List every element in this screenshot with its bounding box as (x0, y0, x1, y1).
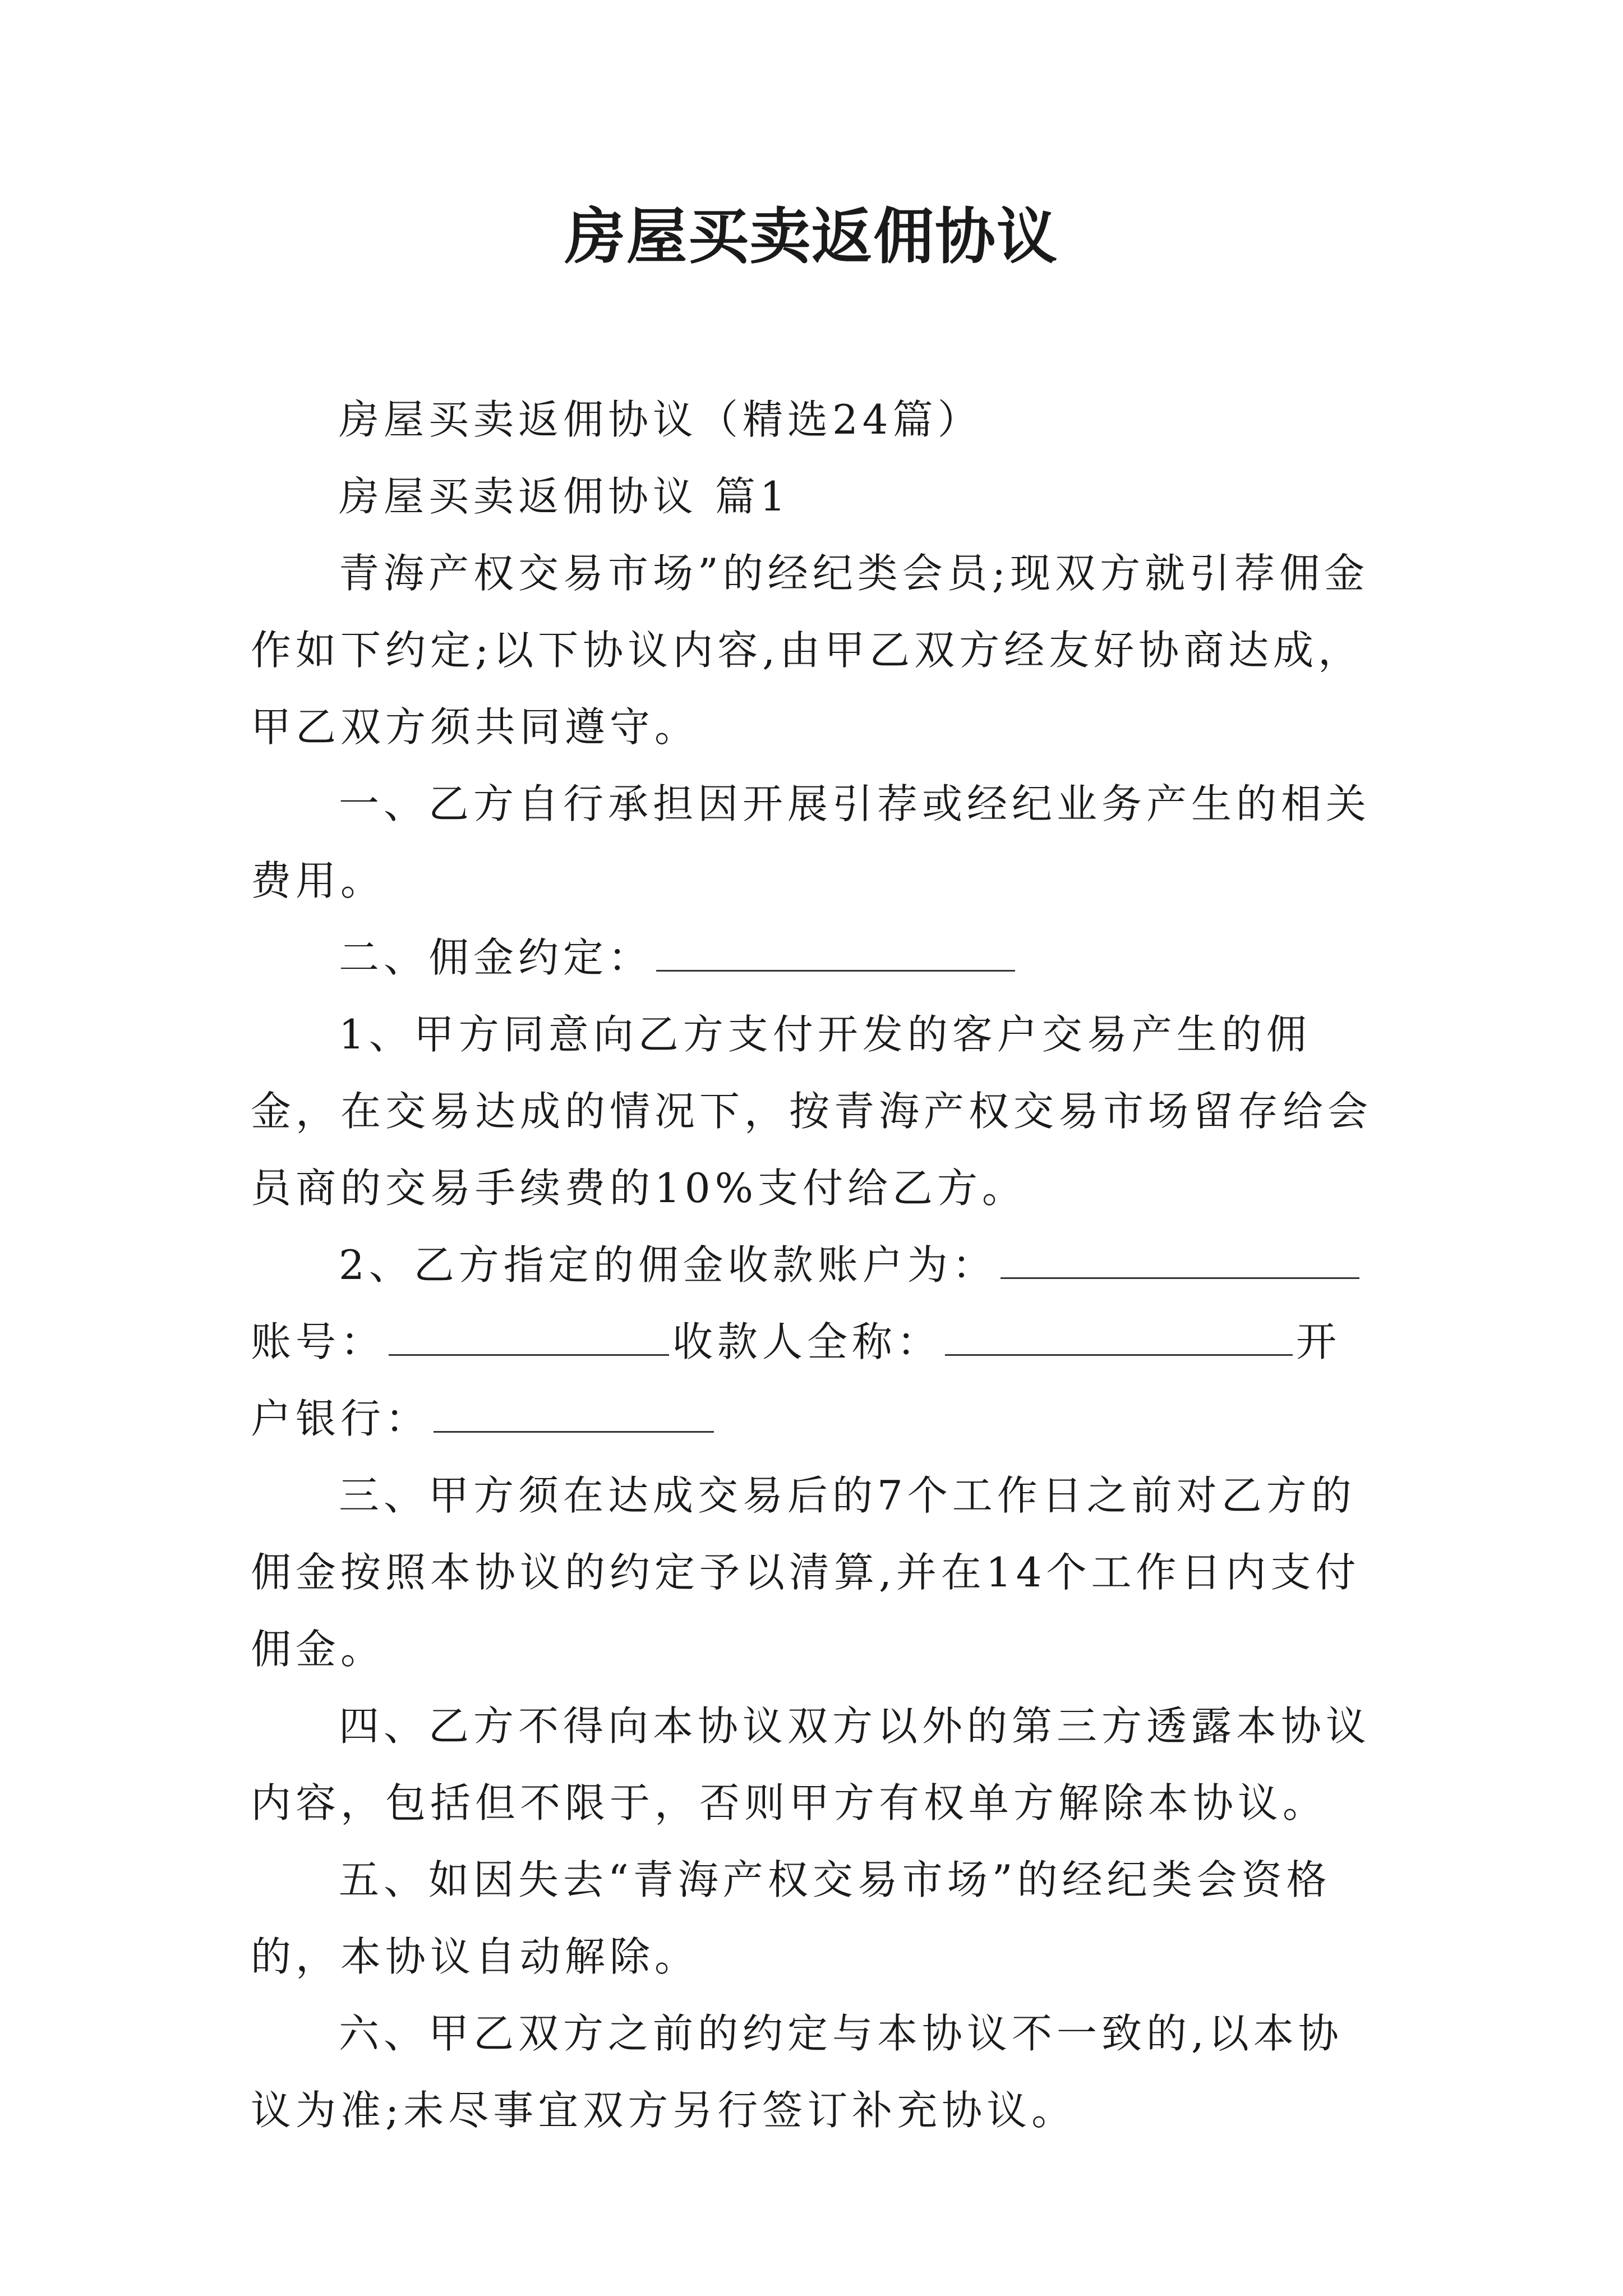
clause-2 (251, 919, 1385, 996)
clause-5: 五、如因失去“青海产权交易市场”的经纪类会资格的，本协议自动解除。 (251, 1856, 1331, 1980)
account-number-blank (389, 1319, 669, 1356)
commission-blank (656, 935, 1015, 972)
clause-4: 四、乙方不得向本协议双方以外的第三方透露本协议内容，包括但不限于，否则甲方有权单方解除本协议。 (251, 1703, 1371, 1826)
clause-2-label: 二、佣金约定： (339, 934, 653, 981)
intro-paragraph: 青海产权交易市场”的经纪类会员;现双方就引荐佣金作如下约定;以下协议内容,由甲乙双方经友好协商达成，甲乙双方须共同遵守。 (251, 550, 1370, 751)
clause-3: 三、甲方须在达成交易后的7个工作日之前对乙方的佣金按照本协议的约定予以清算,并在14个工作日内支付佣金。 (251, 1472, 1361, 1673)
payee-blank (945, 1319, 1293, 1356)
bank-label: 开户银行： (251, 1318, 1341, 1442)
bank-blank (434, 1396, 714, 1433)
clause-2-1: 1、甲方同意向乙方支付开发的客户交易产生的佣金，在交易达成的情况下，按青海产权交易市场留存给会员商的交易手续费的10%支付给乙方。 (251, 1011, 1373, 1212)
document-title: 房屋买卖返佣协议 (564, 201, 1058, 272)
document-body (251, 381, 1385, 2149)
section-heading: 房屋买卖返佣协议 篇1 (339, 473, 790, 520)
payee-label: 收款人全称： (672, 1318, 942, 1365)
account-blank (1000, 1243, 1359, 1279)
clause-2-2 (251, 1227, 1385, 1457)
document-subtitle: 房屋买卖返佣协议（精选24篇） (339, 396, 983, 443)
account-label: 2、乙方指定的佣金收款账户为： (339, 1241, 997, 1289)
account-number-label: 账号： (251, 1318, 386, 1365)
clause-6: 六、甲乙双方之前的约定与本协议不一致的,以本协议为准;未尽事宜双方另行签订补充协议。 (251, 2010, 1343, 2134)
clause-1: 一、乙方自行承担因开展引荐或经纪业务产生的相关费用。 (251, 780, 1371, 904)
